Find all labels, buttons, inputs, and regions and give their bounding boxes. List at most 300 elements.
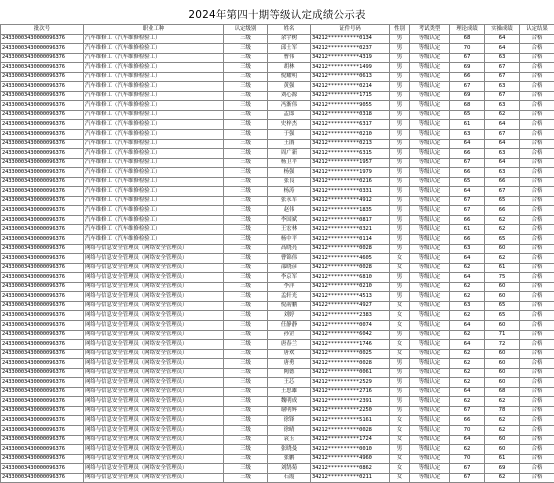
batch-no-cell: 24330003430000096376 xyxy=(1,368,84,378)
level-cell: 三级 xyxy=(224,301,268,311)
level-cell: 三级 xyxy=(224,445,268,455)
result-cell: 合格 xyxy=(520,273,554,283)
exam-type-cell: 等级认定 xyxy=(410,273,450,283)
level-cell: 三级 xyxy=(224,435,268,445)
name-cell: 徐晴 xyxy=(268,425,311,435)
name-cell: 余宇树 xyxy=(268,34,311,44)
result-cell: 合格 xyxy=(520,187,554,197)
id-number-cell: 34212**********4513 xyxy=(311,292,390,302)
theory-score-cell: 69 xyxy=(450,63,485,73)
id-number-cell: 34212**********6042 xyxy=(311,330,390,340)
gender-cell: 男 xyxy=(390,196,410,206)
theory-score-cell: 66 xyxy=(450,215,485,225)
result-cell: 合格 xyxy=(520,139,554,149)
level-cell: 三级 xyxy=(224,349,268,359)
occupation-cell: 汽车维修工（汽车维修检验工） xyxy=(84,215,224,225)
level-cell: 三级 xyxy=(224,215,268,225)
practical-score-cell: 60 xyxy=(485,244,520,254)
practical-score-cell: 62 xyxy=(485,215,520,225)
level-cell: 三级 xyxy=(224,196,268,206)
table-row xyxy=(1,301,554,311)
gender-cell: 女 xyxy=(390,301,410,311)
theory-score-cell: 66 xyxy=(450,416,485,426)
id-number-cell: 34212**********2529 xyxy=(311,378,390,388)
id-number-cell: 34212**********6317 xyxy=(311,120,390,130)
practical-score-cell: 60 xyxy=(485,320,520,330)
theory-score-cell: 62 xyxy=(450,368,485,378)
table-row xyxy=(1,368,554,378)
name-cell: 陶德 xyxy=(268,368,311,378)
theory-score-cell: 70 xyxy=(450,454,485,464)
exam-type-cell: 等级认定 xyxy=(410,72,450,82)
id-number-cell: 34212**********4319 xyxy=(311,53,390,63)
occupation-cell: 网络与信息安全管理员（网络安全管理员） xyxy=(84,378,224,388)
table-row xyxy=(1,120,554,130)
gender-cell: 女 xyxy=(390,464,410,474)
gender-cell: 女 xyxy=(390,349,410,359)
exam-type-cell: 等级认定 xyxy=(410,330,450,340)
exam-type-cell: 等级认定 xyxy=(410,158,450,168)
name-cell: 杨中平 xyxy=(268,235,311,245)
gender-cell: 男 xyxy=(390,378,410,388)
name-cell: 刘鹄菊 xyxy=(268,464,311,474)
occupation-cell: 网络与信息安全管理员（网络安全管理员） xyxy=(84,263,224,273)
id-number-cell: 34212**********4912 xyxy=(311,196,390,206)
batch-no-cell: 24330003430000096376 xyxy=(1,263,84,273)
level-cell: 三级 xyxy=(224,340,268,350)
theory-score-cell: 62 xyxy=(450,282,485,292)
name-cell: 史梓杰 xyxy=(268,120,311,130)
result-cell: 合格 xyxy=(520,263,554,273)
practical-score-cell: 62 xyxy=(485,110,520,120)
level-cell: 三级 xyxy=(224,168,268,178)
exam-type-cell: 等级认定 xyxy=(410,235,450,245)
exam-type-cell: 等级认定 xyxy=(410,263,450,273)
result-cell: 合格 xyxy=(520,158,554,168)
table-row xyxy=(1,177,554,187)
batch-no-cell: 24330003430000096376 xyxy=(1,91,84,101)
level-cell: 三级 xyxy=(224,464,268,474)
name-cell: 袁玉 xyxy=(268,435,311,445)
result-cell: 合格 xyxy=(520,406,554,416)
gender-cell: 女 xyxy=(390,473,410,483)
name-cell: 冯渐伟 xyxy=(268,101,311,111)
exam-type-cell: 等级认定 xyxy=(410,82,450,92)
level-cell: 三级 xyxy=(224,244,268,254)
table-row xyxy=(1,473,554,483)
header-gender: 性别 xyxy=(390,25,410,35)
batch-no-cell: 24330003430000096376 xyxy=(1,196,84,206)
level-cell: 三级 xyxy=(224,149,268,159)
result-cell: 合格 xyxy=(520,215,554,225)
theory-score-cell: 66 xyxy=(450,168,485,178)
name-cell: 唐春兰 xyxy=(268,340,311,350)
occupation-cell: 汽车维修工（汽车维修检验工） xyxy=(84,149,224,159)
table-row xyxy=(1,445,554,455)
exam-type-cell: 等级认定 xyxy=(410,63,450,73)
exam-type-cell: 等级认定 xyxy=(410,244,450,254)
practical-score-cell: 67 xyxy=(485,187,520,197)
result-cell: 合格 xyxy=(520,416,554,426)
id-number-cell: 34122**********4927 xyxy=(311,301,390,311)
theory-score-cell: 64 xyxy=(450,139,485,149)
gender-cell: 男 xyxy=(390,72,410,82)
occupation-cell: 网络与信息安全管理员（网络安全管理员） xyxy=(84,244,224,254)
batch-no-cell: 24330003430000096376 xyxy=(1,44,84,54)
gender-cell: 男 xyxy=(390,91,410,101)
batch-no-cell: 24330003430000096376 xyxy=(1,149,84,159)
batch-no-cell: 24330003430000096376 xyxy=(1,53,84,63)
exam-type-cell: 等级认定 xyxy=(410,311,450,321)
result-cell: 合格 xyxy=(520,120,554,130)
table-row xyxy=(1,330,554,340)
exam-type-cell: 等级认定 xyxy=(410,301,450,311)
table-row xyxy=(1,359,554,369)
theory-score-cell: 69 xyxy=(450,91,485,101)
id-number-cell: 34212**********0237 xyxy=(311,44,390,54)
theory-score-cell: 64 xyxy=(450,273,485,283)
theory-score-cell: 62 xyxy=(450,445,485,455)
exam-type-cell: 等级认定 xyxy=(410,139,450,149)
header-id-number: 证件号码 xyxy=(311,25,390,35)
result-cell: 合格 xyxy=(520,330,554,340)
practical-score-cell: 62 xyxy=(485,416,520,426)
occupation-cell: 网络与信息安全管理员（网络安全管理员） xyxy=(84,397,224,407)
practical-score-cell: 78 xyxy=(485,406,520,416)
exam-type-cell: 等级认定 xyxy=(410,282,450,292)
theory-score-cell: 61 xyxy=(450,225,485,235)
practical-score-cell: 67 xyxy=(485,63,520,73)
occupation-cell: 网络与信息安全管理员（网络安全管理员） xyxy=(84,416,224,426)
name-cell: 刘心源 xyxy=(268,91,311,101)
id-number-cell: 34212**********0862 xyxy=(311,464,390,474)
batch-no-cell: 24330003430000096376 xyxy=(1,473,84,483)
id-number-cell: 34212**********0817 xyxy=(311,215,390,225)
id-number-cell: 34212**********1957 xyxy=(311,158,390,168)
table-row xyxy=(1,273,554,283)
gender-cell: 女 xyxy=(390,263,410,273)
batch-no-cell: 24330003430000096376 xyxy=(1,168,84,178)
occupation-cell: 汽车维修工（汽车维修检验工） xyxy=(84,120,224,130)
header-row xyxy=(1,25,554,35)
gender-cell: 男 xyxy=(390,368,410,378)
name-cell: 徐锋 xyxy=(268,416,311,426)
practical-score-cell: 61 xyxy=(485,263,520,273)
level-cell: 三级 xyxy=(224,378,268,388)
batch-no-cell: 24330003430000096376 xyxy=(1,215,84,225)
level-cell: 三级 xyxy=(224,406,268,416)
name-cell: 胡林 xyxy=(268,63,311,73)
id-number-cell: 34212**********0061 xyxy=(311,368,390,378)
result-cell: 合格 xyxy=(520,130,554,140)
gender-cell: 男 xyxy=(390,139,410,149)
result-cell: 合格 xyxy=(520,425,554,435)
exam-type-cell: 等级认定 xyxy=(410,387,450,397)
level-cell: 三级 xyxy=(224,101,268,111)
id-number-cell: 34212**********5161 xyxy=(311,416,390,426)
result-cell: 合格 xyxy=(520,378,554,388)
id-number-cell: 34212**********0028 xyxy=(311,263,390,273)
batch-no-cell: 24330003430000096376 xyxy=(1,397,84,407)
result-cell: 合格 xyxy=(520,53,554,63)
id-number-cell: 34212**********2391 xyxy=(311,397,390,407)
table-row xyxy=(1,82,554,92)
result-cell: 合格 xyxy=(520,340,554,350)
header-exam-type: 考试类型 xyxy=(410,25,450,35)
theory-score-cell: 62 xyxy=(450,330,485,340)
exam-type-cell: 等级认定 xyxy=(410,473,450,483)
batch-no-cell: 24330003430000096376 xyxy=(1,139,84,149)
occupation-cell: 汽车维修工（汽车维修检验工） xyxy=(84,187,224,197)
exam-type-cell: 等级认定 xyxy=(410,340,450,350)
practical-score-cell: 66 xyxy=(485,177,520,187)
id-number-cell: 34212**********0025 xyxy=(311,349,390,359)
practical-score-cell: 63 xyxy=(485,101,520,111)
header-name: 姓名 xyxy=(268,25,311,35)
occupation-cell: 网络与信息安全管理员（网络安全管理员） xyxy=(84,387,224,397)
table-row xyxy=(1,416,554,426)
id-number-cell: 34212**********2716 xyxy=(311,387,390,397)
level-cell: 三级 xyxy=(224,225,268,235)
table-row xyxy=(1,101,554,111)
occupation-cell: 网络与信息安全管理员（网络安全管理员） xyxy=(84,330,224,340)
id-number-cell: 34212**********0010 xyxy=(311,445,390,455)
practical-score-cell: 64 xyxy=(485,158,520,168)
name-cell: 高晓亮 xyxy=(268,244,311,254)
occupation-cell: 汽车维修工（汽车维修检验工） xyxy=(84,101,224,111)
gender-cell: 男 xyxy=(390,215,410,225)
batch-no-cell: 24330003430000096376 xyxy=(1,82,84,92)
theory-score-cell: 62 xyxy=(450,349,485,359)
exam-type-cell: 等级认定 xyxy=(410,254,450,264)
batch-no-cell: 24330003430000096376 xyxy=(1,110,84,120)
theory-score-cell: 61 xyxy=(450,120,485,130)
gender-cell: 男 xyxy=(390,110,410,120)
practical-score-cell: 60 xyxy=(485,445,520,455)
level-cell: 三级 xyxy=(224,177,268,187)
gender-cell: 男 xyxy=(390,130,410,140)
theory-score-cell: 67 xyxy=(450,206,485,216)
table-row xyxy=(1,44,554,54)
exam-type-cell: 等级认定 xyxy=(410,425,450,435)
id-number-cell: 34212**********1746 xyxy=(311,340,390,350)
table-row xyxy=(1,292,554,302)
batch-no-cell: 24330003430000096376 xyxy=(1,101,84,111)
table-row xyxy=(1,63,554,73)
name-cell: 王鹃 xyxy=(268,139,311,149)
occupation-cell: 汽车维修工（汽车维修检验工） xyxy=(84,34,224,44)
name-cell: 唐欢 xyxy=(268,349,311,359)
occupation-cell: 网络与信息安全管理员（网络安全管理员） xyxy=(84,473,224,483)
practical-score-cell: 67 xyxy=(485,130,520,140)
occupation-cell: 网络与信息安全管理员（网络安全管理员） xyxy=(84,464,224,474)
level-cell: 三级 xyxy=(224,206,268,216)
practical-score-cell: 72 xyxy=(485,340,520,350)
result-cell: 合格 xyxy=(520,254,554,264)
practical-score-cell: 60 xyxy=(485,435,520,445)
gender-cell: 男 xyxy=(390,149,410,159)
level-cell: 三级 xyxy=(224,34,268,44)
exam-type-cell: 等级认定 xyxy=(410,110,450,120)
occupation-cell: 网络与信息安全管理员（网络安全管理员） xyxy=(84,282,224,292)
level-cell: 三级 xyxy=(224,273,268,283)
result-cell: 合格 xyxy=(520,72,554,82)
gender-cell: 男 xyxy=(390,225,410,235)
exam-type-cell: 等级认定 xyxy=(410,435,450,445)
theory-score-cell: 70 xyxy=(450,44,485,54)
theory-score-cell: 64 xyxy=(450,187,485,197)
result-cell: 合格 xyxy=(520,225,554,235)
table-row xyxy=(1,387,554,397)
page-title: 2024年第四十期等级认定成绩公示表 xyxy=(0,7,554,22)
batch-no-cell: 24330003430000096376 xyxy=(1,273,84,283)
theory-score-cell: 62 xyxy=(450,311,485,321)
name-cell: 倪耀明 xyxy=(268,72,311,82)
id-number-cell: 34212**********9055 xyxy=(311,101,390,111)
theory-score-cell: 62 xyxy=(450,359,485,369)
exam-type-cell: 等级认定 xyxy=(410,292,450,302)
table-row xyxy=(1,91,554,101)
level-cell: 三级 xyxy=(224,139,268,149)
gender-cell: 男 xyxy=(390,53,410,63)
gender-cell: 男 xyxy=(390,244,410,254)
name-cell: 李京军 xyxy=(268,273,311,283)
table-row xyxy=(1,72,554,82)
level-cell: 三级 xyxy=(224,187,268,197)
gender-cell: 男 xyxy=(390,359,410,369)
name-cell: 曹锦伟 xyxy=(268,254,311,264)
practical-score-cell: 63 xyxy=(485,168,520,178)
id-number-cell: 34212**********2250 xyxy=(311,406,390,416)
name-cell: 杨涛 xyxy=(268,187,311,197)
result-cell: 合格 xyxy=(520,387,554,397)
id-number-cell: 34212**********0210 xyxy=(311,282,390,292)
id-number-cell: 34212**********0210 xyxy=(311,130,390,140)
gender-cell: 男 xyxy=(390,273,410,283)
exam-type-cell: 等级认定 xyxy=(410,91,450,101)
table-row xyxy=(1,340,554,350)
occupation-cell: 网络与信息安全管理员（网络安全管理员） xyxy=(84,311,224,321)
theory-score-cell: 67 xyxy=(450,82,485,92)
theory-score-cell: 64 xyxy=(450,387,485,397)
practical-score-cell: 68 xyxy=(485,387,520,397)
level-cell: 三级 xyxy=(224,91,268,101)
practical-score-cell: 71 xyxy=(485,330,520,340)
occupation-cell: 汽车维修工（汽车维修检验工） xyxy=(84,225,224,235)
exam-type-cell: 等级认定 xyxy=(410,44,450,54)
result-cell: 合格 xyxy=(520,320,554,330)
name-cell: 曹伟 xyxy=(268,53,311,63)
batch-no-cell: 24330003430000096376 xyxy=(1,34,84,44)
theory-score-cell: 63 xyxy=(450,301,485,311)
name-cell: 王芯 xyxy=(268,378,311,388)
table-row xyxy=(1,378,554,388)
batch-no-cell: 24330003430000096376 xyxy=(1,225,84,235)
exam-type-cell: 等级认定 xyxy=(410,320,450,330)
gender-cell: 男 xyxy=(390,292,410,302)
occupation-cell: 网络与信息安全管理员（网络安全管理员） xyxy=(84,292,224,302)
id-number-cell: 34212**********1835 xyxy=(311,206,390,216)
id-number-cell: 34212**********0331 xyxy=(311,187,390,197)
batch-no-cell: 24330003430000096376 xyxy=(1,292,84,302)
occupation-cell: 网络与信息安全管理员（网络安全管理员） xyxy=(84,454,224,464)
gender-cell: 男 xyxy=(390,206,410,216)
name-cell: 任静静 xyxy=(268,320,311,330)
gender-cell: 女 xyxy=(390,416,410,426)
table-row xyxy=(1,406,554,416)
header-occupation: 职业工种 xyxy=(84,25,224,35)
theory-score-cell: 67 xyxy=(450,473,485,483)
header-level: 认定级别 xyxy=(224,25,268,35)
exam-type-cell: 等级认定 xyxy=(410,34,450,44)
batch-no-cell: 24330003430000096376 xyxy=(1,254,84,264)
level-cell: 三级 xyxy=(224,254,268,264)
result-cell: 合格 xyxy=(520,177,554,187)
id-number-cell: 34212**********0613 xyxy=(311,72,390,82)
batch-no-cell: 24330003430000096376 xyxy=(1,320,84,330)
result-cell: 合格 xyxy=(520,292,554,302)
exam-type-cell: 等级认定 xyxy=(410,177,450,187)
id-number-cell: 34212**********4605 xyxy=(311,254,390,264)
occupation-cell: 汽车维修工（汽车维修检验工） xyxy=(84,44,224,54)
name-cell: 唐勇 xyxy=(268,359,311,369)
gender-cell: 男 xyxy=(390,187,410,197)
gender-cell: 男 xyxy=(390,387,410,397)
gender-cell: 男 xyxy=(390,282,410,292)
name-cell: 孙罡 xyxy=(268,330,311,340)
exam-type-cell: 等级认定 xyxy=(410,101,450,111)
practical-score-cell: 63 xyxy=(485,149,520,159)
table-row xyxy=(1,435,554,445)
result-cell: 合格 xyxy=(520,110,554,120)
occupation-cell: 网络与信息安全管理员（网络安全管理员） xyxy=(84,349,224,359)
batch-no-cell: 24330003430000096376 xyxy=(1,387,84,397)
name-cell: 邵晓彦 xyxy=(268,263,311,273)
theory-score-cell: 64 xyxy=(450,254,485,264)
occupation-cell: 汽车维修工（汽车维修检验工） xyxy=(84,139,224,149)
practical-score-cell: 65 xyxy=(485,196,520,206)
batch-no-cell: 24330003430000096376 xyxy=(1,72,84,82)
id-number-cell: 34212**********0321 xyxy=(311,225,390,235)
gender-cell: 男 xyxy=(390,158,410,168)
name-cell: 黄强 xyxy=(268,82,311,92)
id-number-cell: 34212**********0213 xyxy=(311,139,390,149)
name-cell: 周广新 xyxy=(268,149,311,159)
level-cell: 三级 xyxy=(224,63,268,73)
theory-score-cell: 66 xyxy=(450,149,485,159)
theory-score-cell: 63 xyxy=(450,244,485,254)
exam-type-cell: 等级认定 xyxy=(410,206,450,216)
practical-score-cell: 60 xyxy=(485,292,520,302)
practical-score-cell: 75 xyxy=(485,273,520,283)
theory-score-cell: 70 xyxy=(450,425,485,435)
id-number-cell: 34212**********0074 xyxy=(311,320,390,330)
theory-score-cell: 65 xyxy=(450,110,485,120)
batch-no-cell: 24330003430000096376 xyxy=(1,359,84,369)
occupation-cell: 网络与信息安全管理员（网络安全管理员） xyxy=(84,254,224,264)
result-cell: 合格 xyxy=(520,82,554,92)
table-row xyxy=(1,225,554,235)
result-cell: 合格 xyxy=(520,63,554,73)
name-cell: 孟郎 xyxy=(268,110,311,120)
exam-type-cell: 等级认定 xyxy=(410,149,450,159)
level-cell: 三级 xyxy=(224,282,268,292)
level-cell: 三级 xyxy=(224,44,268,54)
exam-type-cell: 等级认定 xyxy=(410,368,450,378)
practical-score-cell: 63 xyxy=(485,53,520,63)
practical-score-cell: 64 xyxy=(485,139,520,149)
practical-score-cell: 67 xyxy=(485,72,520,82)
